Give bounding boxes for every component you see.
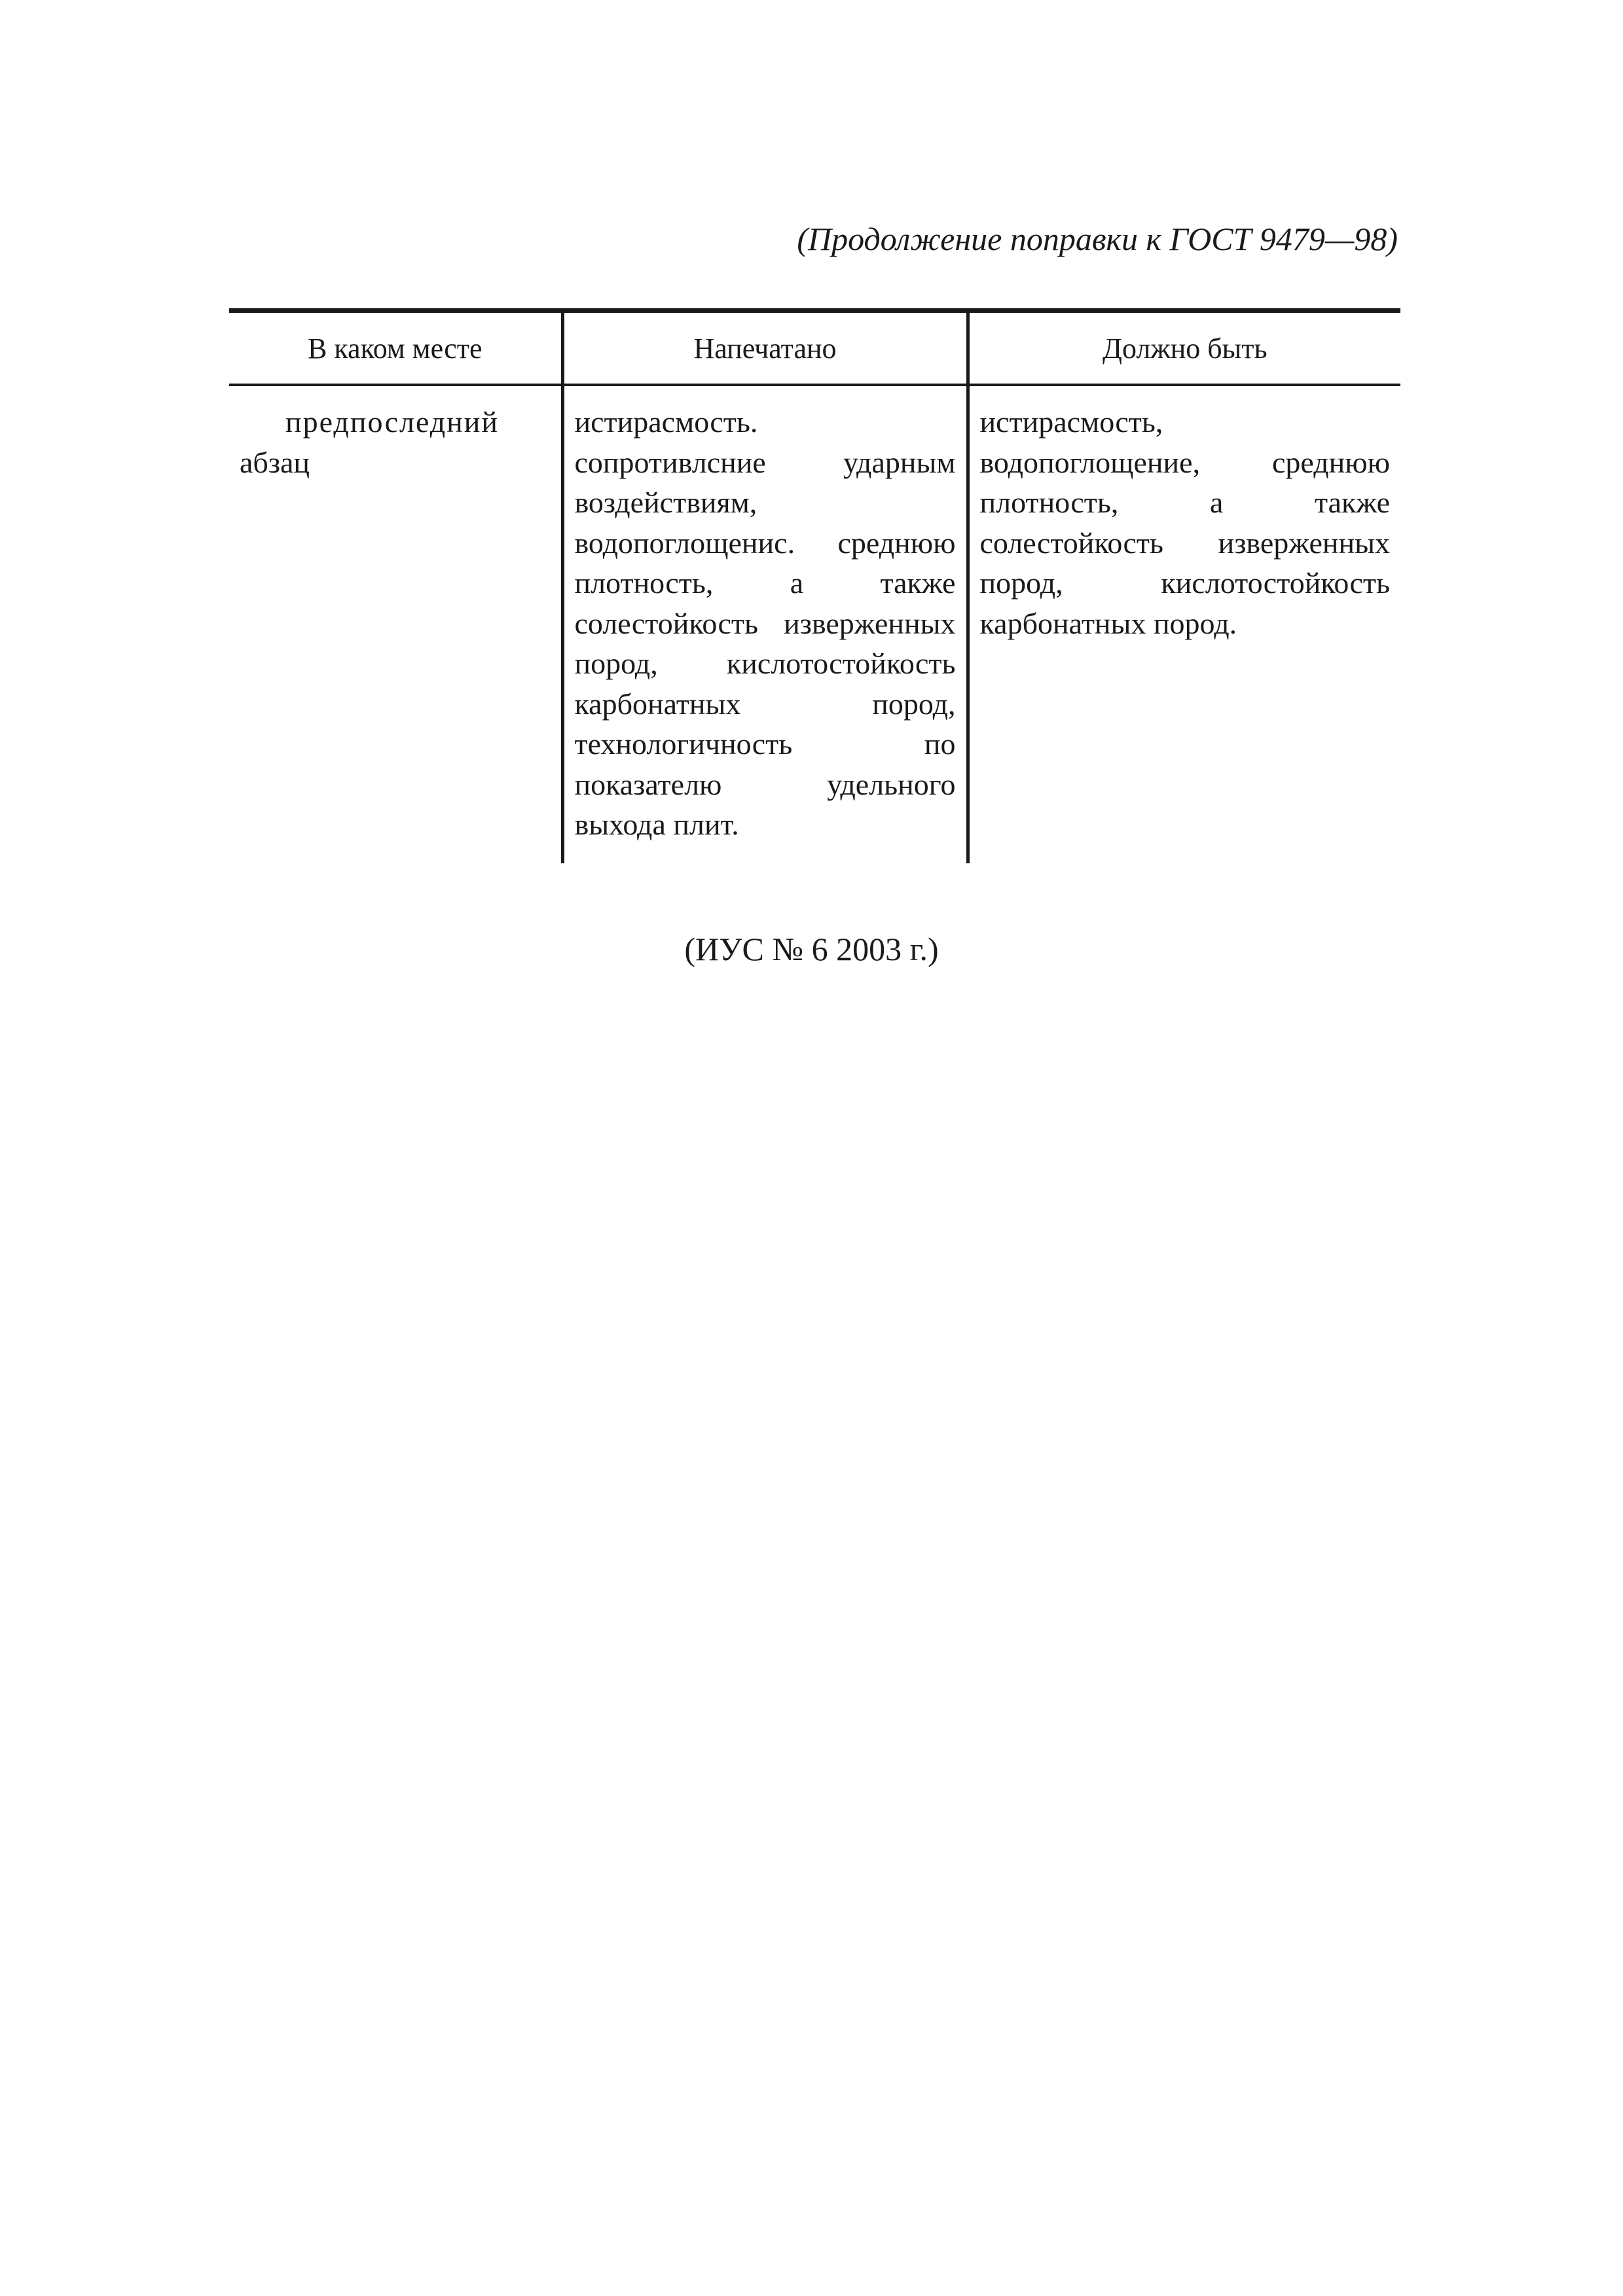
place-line-2: абзац (240, 445, 310, 479)
header-should-be: Должно быть (968, 311, 1400, 386)
cell-should-be: истирасмость, водопоглощение, среднюю плотность, а также солестойкость изверженных пород, кислотостойкость карбонатных пород. (968, 385, 1400, 863)
header-printed: Напечатано (562, 311, 968, 386)
header-place: В каком месте (229, 311, 562, 386)
place-line-1: предпоследний (285, 405, 500, 439)
table-header (229, 311, 1400, 386)
table-header-row (229, 311, 1400, 386)
cell-place (229, 385, 562, 863)
corrections-table (229, 308, 1400, 863)
corrections-table-grid (229, 308, 1400, 863)
footer-reference: (ИУС № 6 2003 г.) (684, 931, 939, 967)
table-body (229, 385, 1400, 863)
continuation-note: (Продолжение поправки к ГОСТ 9479—98) (797, 221, 1398, 257)
table-row (229, 385, 1400, 863)
cell-printed: истирасмость. сопротивлсние ударным воздействиям, водопоглощенис. среднюю плотность, а также солестойкость изверженных пород, кислотостойкость карбонатных пород, технологичность по показателю удельного выхода плит. (562, 385, 968, 863)
